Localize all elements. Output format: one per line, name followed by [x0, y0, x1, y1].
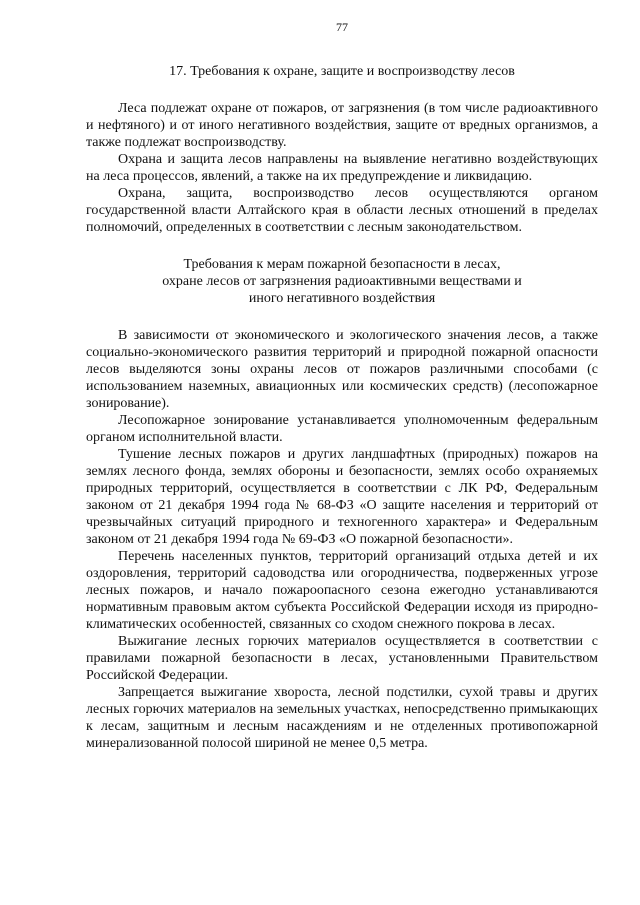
page-number: 77 [336, 20, 348, 34]
paragraph-authority: Охрана, защита, воспроизводство лесов осуществляются органом государственной власти Алтайского края в области лесных отношений в пределах полномочий, определенных в соответствии с лесным законодательством. [86, 186, 598, 235]
paragraph-protection-aims: Охрана и защита лесов направлены на выявление негативно воздействующих на леса процессов, явлений, а также на их предупреждение и ликвидацию. [86, 152, 598, 184]
section-title: 17. Требования к охране, защите и воспроизводству лесов [169, 64, 515, 79]
paragraph-zoning-authority: Лесопожарное зонирование устанавливается уполномоченным федеральным органом исполнительной власти. [86, 413, 598, 445]
paragraph-fire-zoning: В зависимости от экономического и экологического значения лесов, а также социально-экономического развития территорий и природной пожарной опасности лесов выделяются зоны охраны лесов от пожаров различными способами (с использованием наземных, авиационных или космических средств) (лесопожарное зонирование). [86, 328, 598, 411]
subsection-title-line-3: иного негативного воздействия [248, 291, 436, 306]
document-page [86, 20, 598, 752]
paragraph-burning-prohibition: Запрещается выжигание хвороста, лесной подстилки, сухой травы и других лесных горючих материалов на земельных участках, непосредственно примыкающих к лесам, защитным и лесным насаждениям и не отделенных противопожарной минерализованной полосой шириной не менее 0,5 метра. [86, 685, 598, 751]
paragraph-burning-rules: Выжигание лесных горючих материалов осуществляется в соответствии с правилами пожарной безопасности в лесах, установленными Правительством Российской Федерации. [86, 634, 598, 683]
paragraph-firefighting: Тушение лесных пожаров и других ландшафтных (природных) пожаров на землях лесного фонда, землях обороны и безопасности, землях особо охраняемых природных территорий, осуществляется в соответствии с ЛК РФ, Федеральным законом от 21 декабря 1994 года № 68-ФЗ «О защите населения и территорий от чрезвычайных ситуаций природного и техногенного характера» и Федеральным законом от 21 декабря 1994 года № 69-ФЗ «О пожарной безопасности». [86, 447, 598, 547]
paragraph-forest-protection: Леса подлежат охране от пожаров, от загрязнения (в том числе радиоактивного и нефтяного) и от иного негативного воздействия, защите от вредных организмов, а также подлежат воспроизводству. [86, 101, 598, 150]
subsection-title-line-1: Требования к мерам пожарной безопасности в лесах, [183, 257, 501, 272]
subsection-title [86, 256, 598, 307]
paragraph-settlements-list: Перечень населенных пунктов, территорий организаций отдыха детей и их оздоровления, территорий садоводства или огородничества, подверженных угрозе лесных пожаров, и начало пожароопасного сезона ежегодно устанавливаются нормативным правовым актом субъекта Российской Федерации исходя из природно-климатических особенностей, связанных со сходом снежного покрова в лесах. [86, 549, 598, 632]
subsection-title-line-2: охране лесов от загрязнения радиоактивными веществами и [162, 274, 522, 289]
